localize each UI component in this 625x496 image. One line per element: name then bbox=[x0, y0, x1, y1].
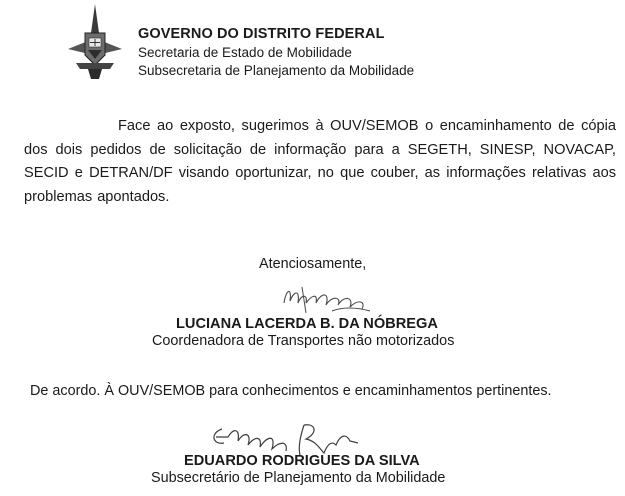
signatory2-role: Subsecretário de Planejamento da Mobilidade bbox=[151, 470, 446, 486]
signature-luciana bbox=[272, 277, 382, 317]
signatory1-role: Coordenadora de Transportes não motorizados bbox=[152, 333, 455, 349]
secretariat-name: Secretaria de Estado de Mobilidade bbox=[138, 45, 352, 60]
signatory2-name: EDUARDO RODRIGUES DA SILVA bbox=[184, 453, 420, 469]
signatory1-name: LUCIANA LACERDA B. DA NÓBREGA bbox=[176, 316, 438, 332]
body-paragraph: Face ao exposto, sugerimos à OUV/SEMOB o encaminhamento de cópia dos dois pedidos de solicitação de informação para a SEGETH, SINESP, NOVACAP, SECID e DETRAN/DF visando oportunizar, no que couber, as informações relativas aos problemas apontados. bbox=[24, 118, 616, 205]
subsecretariat-name: Subsecretaria de Planejamento da Mobilidade bbox=[138, 63, 415, 78]
approval-text: De acordo. À OUV/SEMOB para conhecimentos e encaminhamentos pertinentes. bbox=[30, 383, 552, 399]
closing-salutation: Atenciosamente, bbox=[259, 256, 367, 272]
organization-name: GOVERNO DO DISTRITO FEDERAL bbox=[138, 26, 385, 42]
df-coat-of-arms-logo bbox=[66, 3, 124, 81]
